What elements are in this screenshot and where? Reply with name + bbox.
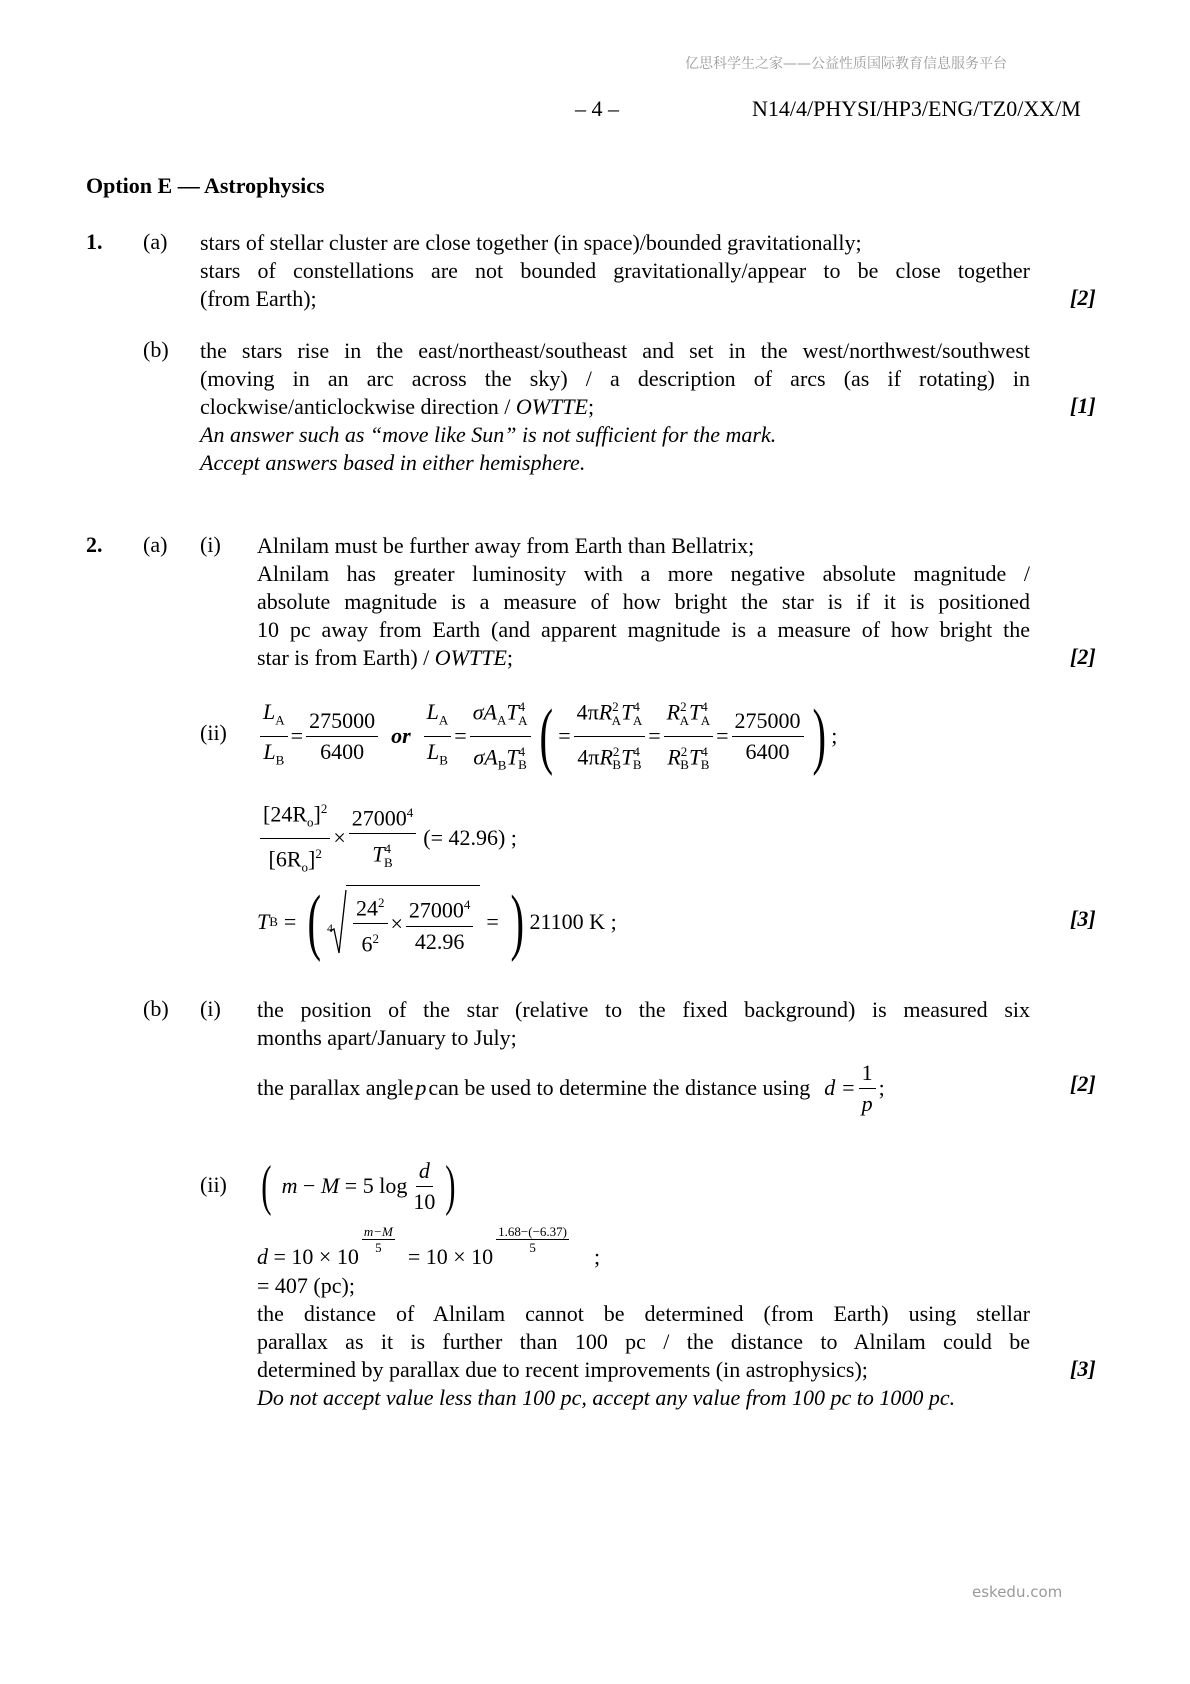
q2aii-mark: [3] [1070,906,1096,931]
q2ai-label: (i) [200,532,221,557]
watermark-bottom: eskedu.com [972,1583,1063,1601]
radius-temperature-equation: $\frac{[24R_o]^2}{[6R_o]^2}$ × $\frac{27000^4}{T^4_B}$ (= 42.96) ; [257,802,517,874]
q1a-mark: [2] [1070,285,1096,310]
q2bii-mark: [3] [1070,1356,1096,1381]
q2bi-mark: [2] [1070,1071,1096,1096]
q2aii-label: (ii) [200,720,227,745]
q1b-label: (b) [143,337,169,362]
q2ai-mark: [2] [1070,644,1096,669]
temperature-b-equation: T B = ( 4 $\frac{24^2}{6^2}$ × $\frac{27000^4}{42.96}$ = ) 21100 K ; [257,881,617,963]
q2bi-label: (i) [200,996,221,1021]
q1-number: 1. [86,229,103,254]
q1b-mark: [1] [1070,393,1096,418]
option-title: Option E — Astrophysics [86,173,325,198]
q1a-label: (a) [143,229,168,254]
q2bii-note: Do not accept value less than 100 pc, accept any value from 100 pc to 1000 pc. [257,1385,956,1410]
q2bii-label: (ii) [200,1172,227,1197]
watermark-top: 亿思科学生之家——公益性质国际教育信息服务平台 [685,56,1007,72]
distance-modulus-equation: ( m − M = 5 log $\frac{d}{10}$ ) [261,1155,456,1217]
distance-calculation: d = 10 × 10 $\frac{m-M}{5}$ = 10 × 10 $\frac{1.68-(-6.37)}{5}$ ; [257,1224,601,1269]
q1b-note2: Accept answers based in either hemisphere. [200,450,586,475]
page-number: – 4 – [575,96,619,121]
luminosity-ratio-equation: $\frac{L_A}{L_B}$ = $\frac{275000}{6400}$ or $\frac{L_A}{L_B}$ = $\frac{\sigma A_AT^4_A}{\sigma A_BT^4_B}$ ( = $\frac{4\pi R^2_AT^4_A}{4\pi R^2_BT^4_B}$ = $\frac{R^2_AT^4_A}{R^2_BT^4_B}$ = $\frac{275000}{6400}$ ) ; [257,696,837,776]
q1a-answer: stars of stellar cluster are close together (in space)/bounded gravitationally; stars of constellations are not bounded gravitationally/appear to be close together (from Earth); [200,230,1030,311]
q2-number: 2. [86,532,103,557]
paper-code: N14/4/PHYSI/HP3/ENG/TZ0/XX/M [752,96,1081,121]
q1b-answer: the stars rise in the east/northeast/southeast and set in the west/northwest/southwest (moving in an arc across the sky) / a description of arcs (as if rotating) in clockwise/anticlockwise direction / OWTTE; An answer such as “move like Sun” is not sufficient for the mark. Accept answers based in either hemisphere. [200,338,1030,475]
q2b-label: (b) [143,996,169,1021]
q1b-note1: An answer such as “move like Sun” is not sufficient for the mark. [200,422,777,447]
q2ai-answer: Alnilam must be further away from Earth than Bellatrix; Alnilam has greater luminosity with a more negative absolute magnitude / absolute magnitude is a measure of how bright the star is if it is positioned 10 pc away from Earth (and apparent magnitude is a measure of how bright the star is from Earth) / OWTTE; [257,533,1030,670]
q2bi-answer: the position of the star (relative to the fixed background) is measured six months apart/January to July; [257,997,1030,1050]
q2a-label: (a) [143,532,168,557]
q2bii-answer: = 407 (pc); the distance of Alnilam cannot be determined (from Earth) using stellar parallax as it is further than 100 pc / the distance to Alnilam could be determined by parallax due to recent improvements (in astrophysics); Do not accept value less than 100 pc, accept any value from 100 pc to 1000 pc. [257,1273,1030,1410]
parallax-formula: the parallax angle p can be used to determine the distance using d = $\frac{1}{p}$ ; [257,1059,885,1116]
